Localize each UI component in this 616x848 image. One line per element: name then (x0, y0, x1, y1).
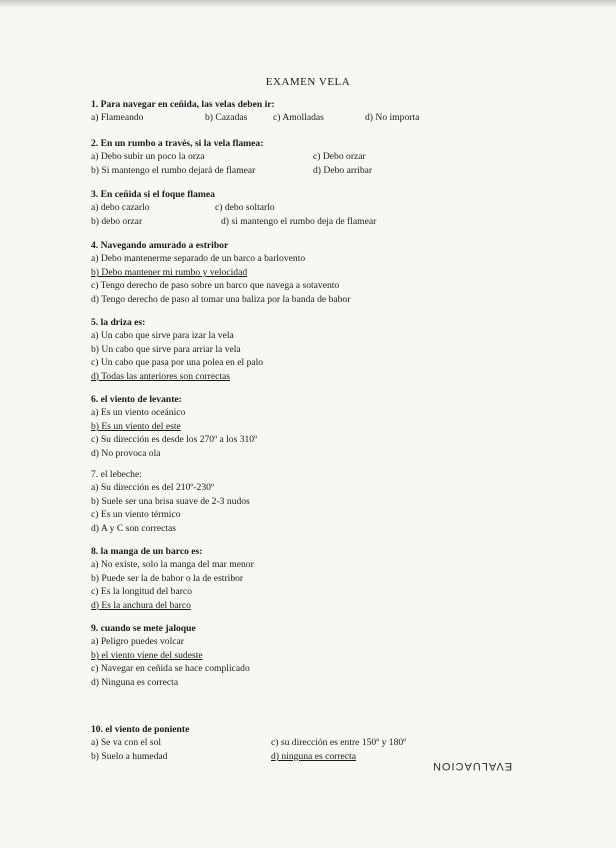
option-b: b) Es un viento del este (91, 420, 181, 432)
question-5 (91, 316, 561, 383)
question-text: 4. Navegando amurado a estribor (91, 240, 229, 251)
option-b: b) Si mantengo el rumbo dejará de flamear (91, 164, 256, 176)
question-text: 9. cuando se mete jaloque (91, 623, 196, 634)
option-a: a) No existe, solo la manga del mar menor (91, 559, 254, 571)
option-c: c) Es la longitud del barco (91, 586, 192, 598)
page-title: EXAMEN VELA (265, 76, 351, 88)
option-a: a) Un cabo que sirve para izar la vela (91, 330, 234, 342)
question-6 (91, 393, 561, 460)
option-a: a) Debo subir un poco la orza (91, 151, 205, 163)
option-d: d) si mantengo el rumbo deja de flamear (221, 215, 377, 227)
question-4 (91, 239, 561, 306)
option-c: c) Un cabo que pasa por una polea en el palo (91, 357, 264, 369)
option-a: a) Flameando (91, 112, 144, 124)
option-d: d) No provoca ola (91, 447, 161, 459)
question-text: 3. En ceñida si el foque flamea (91, 189, 215, 200)
question-text: 10. el viento de poniente (91, 724, 190, 735)
option-b: b) Puede ser la de babor o la de estribor (91, 572, 244, 584)
question-text: 5. la driza es: (91, 317, 146, 328)
option-c: c) Navegar en ceñida se hace complicado (91, 663, 250, 675)
question-2 (91, 137, 561, 177)
option-b: b) Un cabo que sirve para arriar la vela (91, 343, 241, 355)
question-3 (91, 188, 561, 228)
option-b: b) Suele ser una brisa suave de 2-3 nudos (91, 495, 250, 507)
option-a: a) Es un viento oceánico (91, 407, 186, 419)
option-d: d) Todas las anteriores son correctas (91, 370, 231, 382)
option-c: c) Tengo derecho de paso sobre un barco que navega a sotavento (91, 280, 340, 292)
option-b: b) Debo mantener mi rumbo y velocidad (91, 266, 248, 278)
option-b: b) Cazadas (205, 112, 248, 124)
option-a: a) Debo mantenerme separado de un barco a barlovento (91, 253, 306, 265)
question-text: 6. el viento de levante: (91, 394, 182, 405)
question-7 (91, 468, 561, 535)
option-a: a) Se va con el sol (91, 737, 162, 749)
option-d: d) Tengo derecho de paso al tomar una baliza por la banda de babor (91, 293, 351, 305)
option-b: b) el viento viene del sudeste (91, 649, 203, 661)
option-d: d) Es la anchura del barco (91, 599, 191, 611)
option-c: c) Es un viento térmico (91, 509, 181, 521)
question-10 (91, 723, 561, 763)
option-c: c) Su dirección es desde los 270º a los 310º (91, 434, 258, 446)
option-b: b) Suelo a humedad (91, 750, 168, 762)
option-c: c) Amolladas (273, 112, 324, 124)
option-a: a) Peligro puedes volcar (91, 636, 184, 648)
option-c: c) debo soltarlo (215, 202, 275, 214)
option-d: d) A y C son correctas (91, 522, 176, 534)
question-text: 7. el lebeche: (91, 469, 142, 480)
option-a: a) debo cazarlo (91, 202, 150, 214)
option-c: c) su dirección es entre 150º y 180º (271, 737, 407, 749)
option-d: d) ninguna es correcta (271, 750, 356, 762)
option-d: d) Debo arribar (313, 164, 373, 176)
question-1 (91, 98, 561, 125)
question-9 (91, 622, 561, 689)
question-8 (91, 545, 561, 612)
question-text: 2. En un rumbo a través, si la vela flamea: (91, 138, 264, 149)
option-a: a) Su dirección es del 210º-230º (91, 482, 214, 494)
evaluation-stamp: EVALUACION (432, 760, 513, 772)
option-d: d) No importa (365, 112, 420, 124)
option-d: d) Ninguna es correcta (91, 676, 179, 688)
question-text: 8. la manga de un barco es: (91, 546, 203, 557)
question-text: 1. Para navegar en ceñida, las velas deben ir: (91, 99, 275, 110)
option-b: b) debo orzar (91, 215, 143, 227)
option-c: c) Debo orzar (313, 151, 366, 163)
